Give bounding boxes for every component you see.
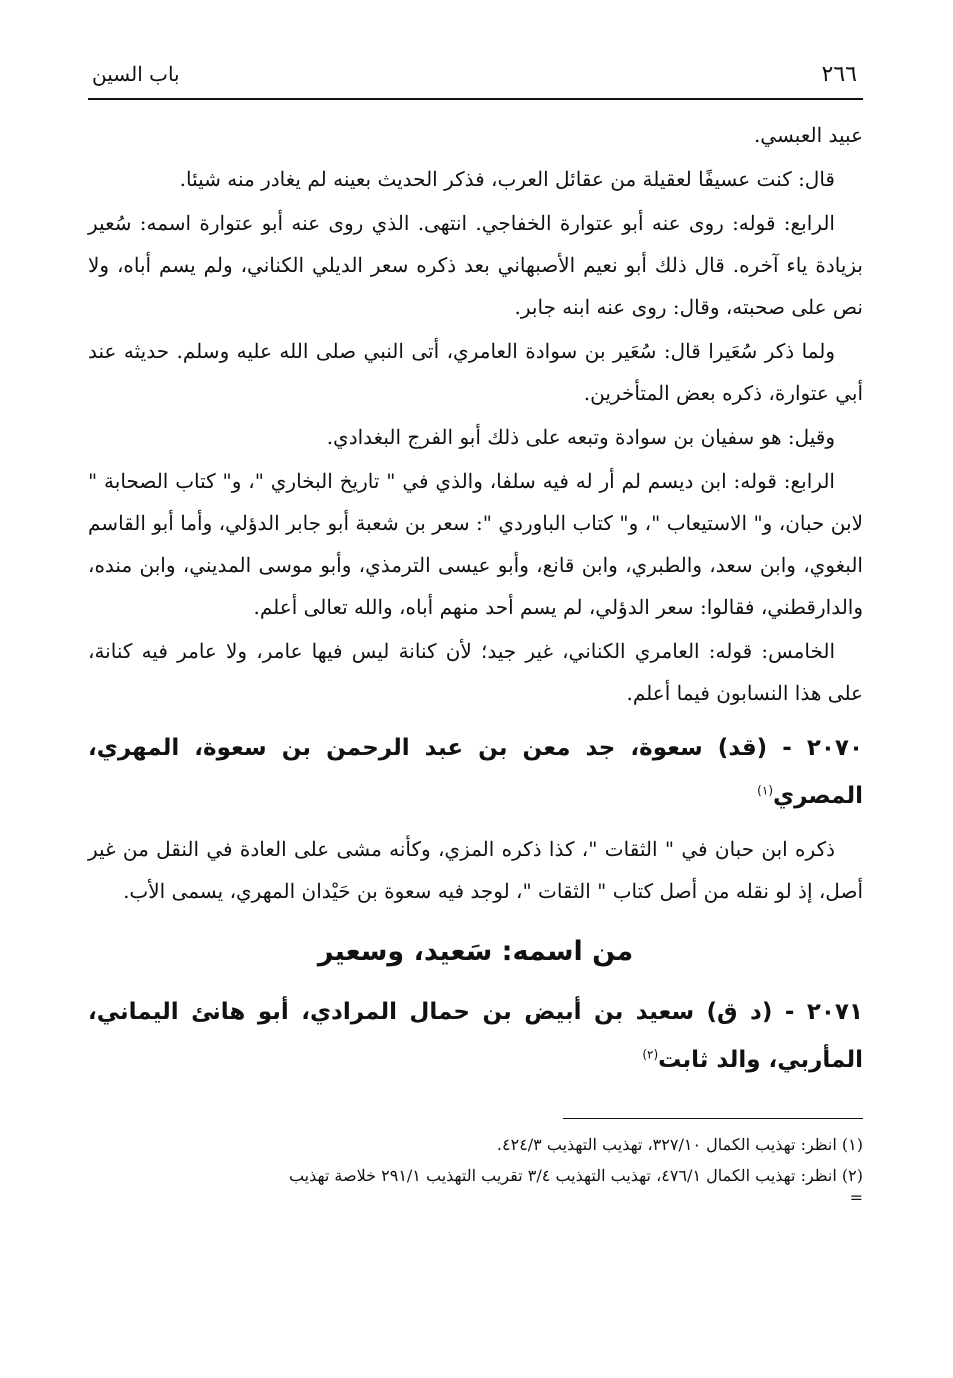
entry-heading-2071 — [88, 988, 863, 1084]
paragraph: الخامس: قوله: العامري الكناني، غير جيد؛ لأن كنانة ليس فيها عامر، ولا عامر فيه كنانة، على هذا النسابون فيما أعلم. — [88, 639, 863, 705]
paragraph: عبيد العبسي. — [753, 123, 863, 147]
chapter-title: باب السين — [92, 62, 180, 86]
footnote: (٢) انظر: تهذيب الكمال ٤٧٦/١، تهذيب التهذيب ٣/٤ تقريب التهذيب ٢٩١/١ خلاصة تهذيب — [288, 1166, 863, 1185]
page — [88, 52, 863, 1205]
paragraph: الرابع: قوله: روى عنه أبو عتوارة الخفاجي. انتهى. الذي روى عنه أبو عتوارة اسمه: سُعير بزيادة ياء آخره. قال ذلك أبو نعيم الأصبهاني بعد ذكره سعر الديلي الكناني، ولم يسم أباه، ولا نص على صحبته، وقال: روى عنه ابنه جابر. — [88, 211, 863, 319]
paragraph: ولما ذكر سُعَيرا قال: سُعَير بن سوادة العامري، أتى النبي صلى الله عليه وسلم. حديثه عند أبي عتوارة، ذكره بعض المتأخرين. — [88, 339, 863, 405]
section-heading: من اسمه: سَعيد، وسعير — [317, 936, 634, 967]
entry-heading-2070 — [88, 724, 863, 820]
footnote: (١) انظر: تهذيب الكمال ٣٢٧/١٠، تهذيب التهذيب ٤٢٤/٣. — [496, 1135, 863, 1154]
paragraph: الرابع: قوله: ابن ديسم لم أر له فيه سلفا، والذي في " تاريخ البخاري "، و" كتاب الصحابة " لابن حبان، و" الاستيعاب "، و" كتاب الباوردي ": سعر بن شعبة أبو جابر الدؤلي، وأما أبو القاسم البغوي، وابن سعد، والطبري، وابن قانع، وأبو عيسى الترمذي، وأبو موسى المديني، وابن منده، والدارقطني، فقالوا: سعر الدؤلي، لم يسم أحد منهم أباه، والله تعالى أعلم. — [88, 469, 863, 619]
footnote-divider — [563, 1118, 863, 1119]
footnote-ref[interactable]: (١) — [757, 783, 773, 798]
page-number: ٢٦٦ — [821, 62, 857, 87]
paragraph: قال: كنت عسيفًا لعقيلة من عقائل العرب، فذكر الحديث بعينه لم يغادر منه شيئا. — [179, 167, 835, 191]
entry-text-2070: ذكره ابن حبان في " الثقات "، كذا ذكره المزي، وكأنه مشى على العادة في النقل من غير أصل، إذ لو نقله من أصل كتاب " الثقات "، لوجد فيه سعوة بن حَيْدان المهري، يسمى الأب. — [88, 837, 863, 903]
page-body — [88, 114, 863, 1084]
footnotes — [88, 1129, 863, 1205]
continuation-mark: = — [849, 1188, 863, 1207]
footnote-ref[interactable]: (٢) — [642, 1047, 659, 1062]
running-header — [88, 52, 863, 100]
paragraph: وقيل: هو سفيان بن سوادة وتبعه على ذلك أبو الفرج البغدادي. — [326, 425, 835, 449]
entry-heading-text: ٢٠٧١ - (د ق) سعيد بن أبيض بن حمال المرادي، أبو هانئ اليماني، المأربي، والد ثابت — [88, 999, 863, 1073]
entry-heading-text: ٢٠٧٠ - (قد) سعوة، جد معن بن عبد الرحمن بن سعوة، المهري، المصري — [88, 735, 863, 809]
